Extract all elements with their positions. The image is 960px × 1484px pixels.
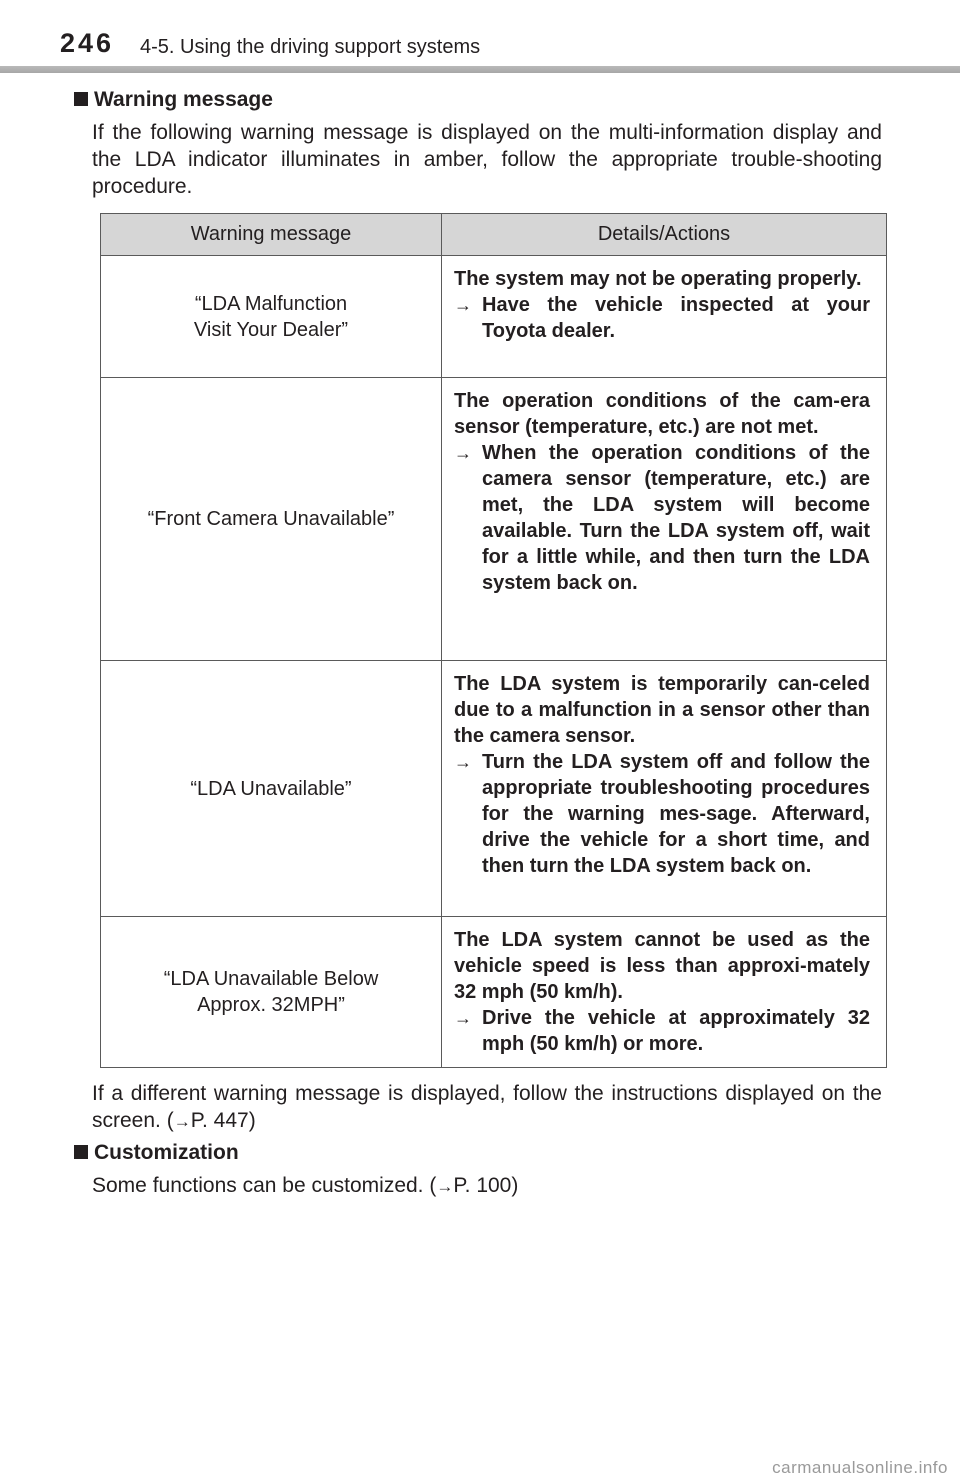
warning-message-heading <box>74 88 273 112</box>
heading-bullet-icon <box>74 1145 88 1159</box>
details-cell <box>442 256 887 378</box>
details-text: The LDA system is temporarily can-celed due to a malfunction in a sensor other than the camera sensor. <box>454 673 870 747</box>
action-text: When the operation conditions of the camera sensor (temperature, etc.) are met, the LDA system will become available. Turn the LDA system off, wait for a little while, and then turn the LDA system back on. <box>482 442 870 594</box>
customization-heading-text: Customization <box>94 1141 239 1164</box>
customization-heading <box>74 1141 239 1165</box>
action-text: Turn the LDA system off and follow the appropriate troubleshooting procedures for the warning mes-sage. Afterward, drive the vehicle for a short time, and then turn the LDA system back on. <box>482 751 870 877</box>
action-item <box>454 1005 870 1057</box>
page-header <box>0 0 960 76</box>
arrow-icon: → <box>454 295 472 315</box>
details-cell <box>442 378 887 661</box>
details-text: The system may not be operating properly. <box>454 268 862 290</box>
warning-message-cell <box>101 661 442 917</box>
action-text: Drive the vehicle at approximately 32 mph (50 km/h) or more. <box>482 1007 870 1055</box>
different-warning-text: If a different warning message is displayed, follow the instructions displayed on the screen. ( <box>92 1082 882 1132</box>
column-header-details-actions: Details/Actions <box>442 214 887 256</box>
heading-bullet-icon <box>74 92 88 106</box>
column-header-warning-message: Warning message <box>101 214 442 256</box>
table-row <box>101 256 887 378</box>
warning-message-text: “LDA Malfunction Visit Your Dealer” <box>193 292 349 341</box>
different-warning-paragraph <box>92 1080 882 1135</box>
action-item <box>454 440 870 596</box>
warning-message-text: “LDA Unavailable” <box>190 777 352 800</box>
table-row <box>101 917 887 1068</box>
section-title: 4-5. Using the driving support systems <box>140 36 481 58</box>
action-text: Have the vehicle inspected at your Toyota dealer. <box>482 294 870 342</box>
warning-heading-text: Warning message <box>94 88 273 111</box>
header-divider <box>0 66 960 73</box>
table-header-row <box>101 214 887 256</box>
page-reference-link[interactable]: P. 100 <box>453 1174 512 1197</box>
arrow-icon: → <box>454 752 472 772</box>
details-text: The operation conditions of the cam-era sensor (temperature, etc.) are not met. <box>454 390 870 438</box>
page-number: 246 <box>60 28 115 58</box>
customization-text: Some functions can be customized. ( <box>92 1174 437 1197</box>
warning-message-table <box>100 213 887 1068</box>
action-item <box>454 749 870 879</box>
table-row <box>101 378 887 661</box>
details-cell <box>442 661 887 917</box>
closing-paren: ) <box>248 1109 256 1132</box>
arrow-icon: → <box>173 1112 191 1131</box>
arrow-icon: → <box>454 443 472 463</box>
arrow-icon: → <box>436 1177 454 1196</box>
warning-intro-paragraph: If the following warning message is displayed on the multi-information display and the LDA indicator illuminates in amber, follow the appropriate trouble-shooting procedure. <box>92 121 882 198</box>
customization-paragraph <box>92 1172 882 1200</box>
warning-message-text: “LDA Unavailable Below Approx. 32MPH” <box>163 968 379 1016</box>
page-reference-link[interactable]: P. 447 <box>190 1109 249 1132</box>
site-watermark: carmanualsonline.info <box>772 1458 948 1477</box>
table-row <box>101 661 887 917</box>
warning-message-cell <box>101 378 442 661</box>
warning-message-cell <box>101 256 442 378</box>
arrow-icon: → <box>454 1008 472 1028</box>
action-item <box>454 292 870 344</box>
warning-message-text: “Front Camera Unavailable” <box>147 508 395 530</box>
details-cell <box>442 917 887 1068</box>
warning-message-cell <box>101 917 442 1068</box>
closing-paren: ) <box>511 1174 519 1197</box>
details-text: The LDA system cannot be used as the vehicle speed is less than approxi-mately 32 mph (50 km/h). <box>454 929 870 1003</box>
